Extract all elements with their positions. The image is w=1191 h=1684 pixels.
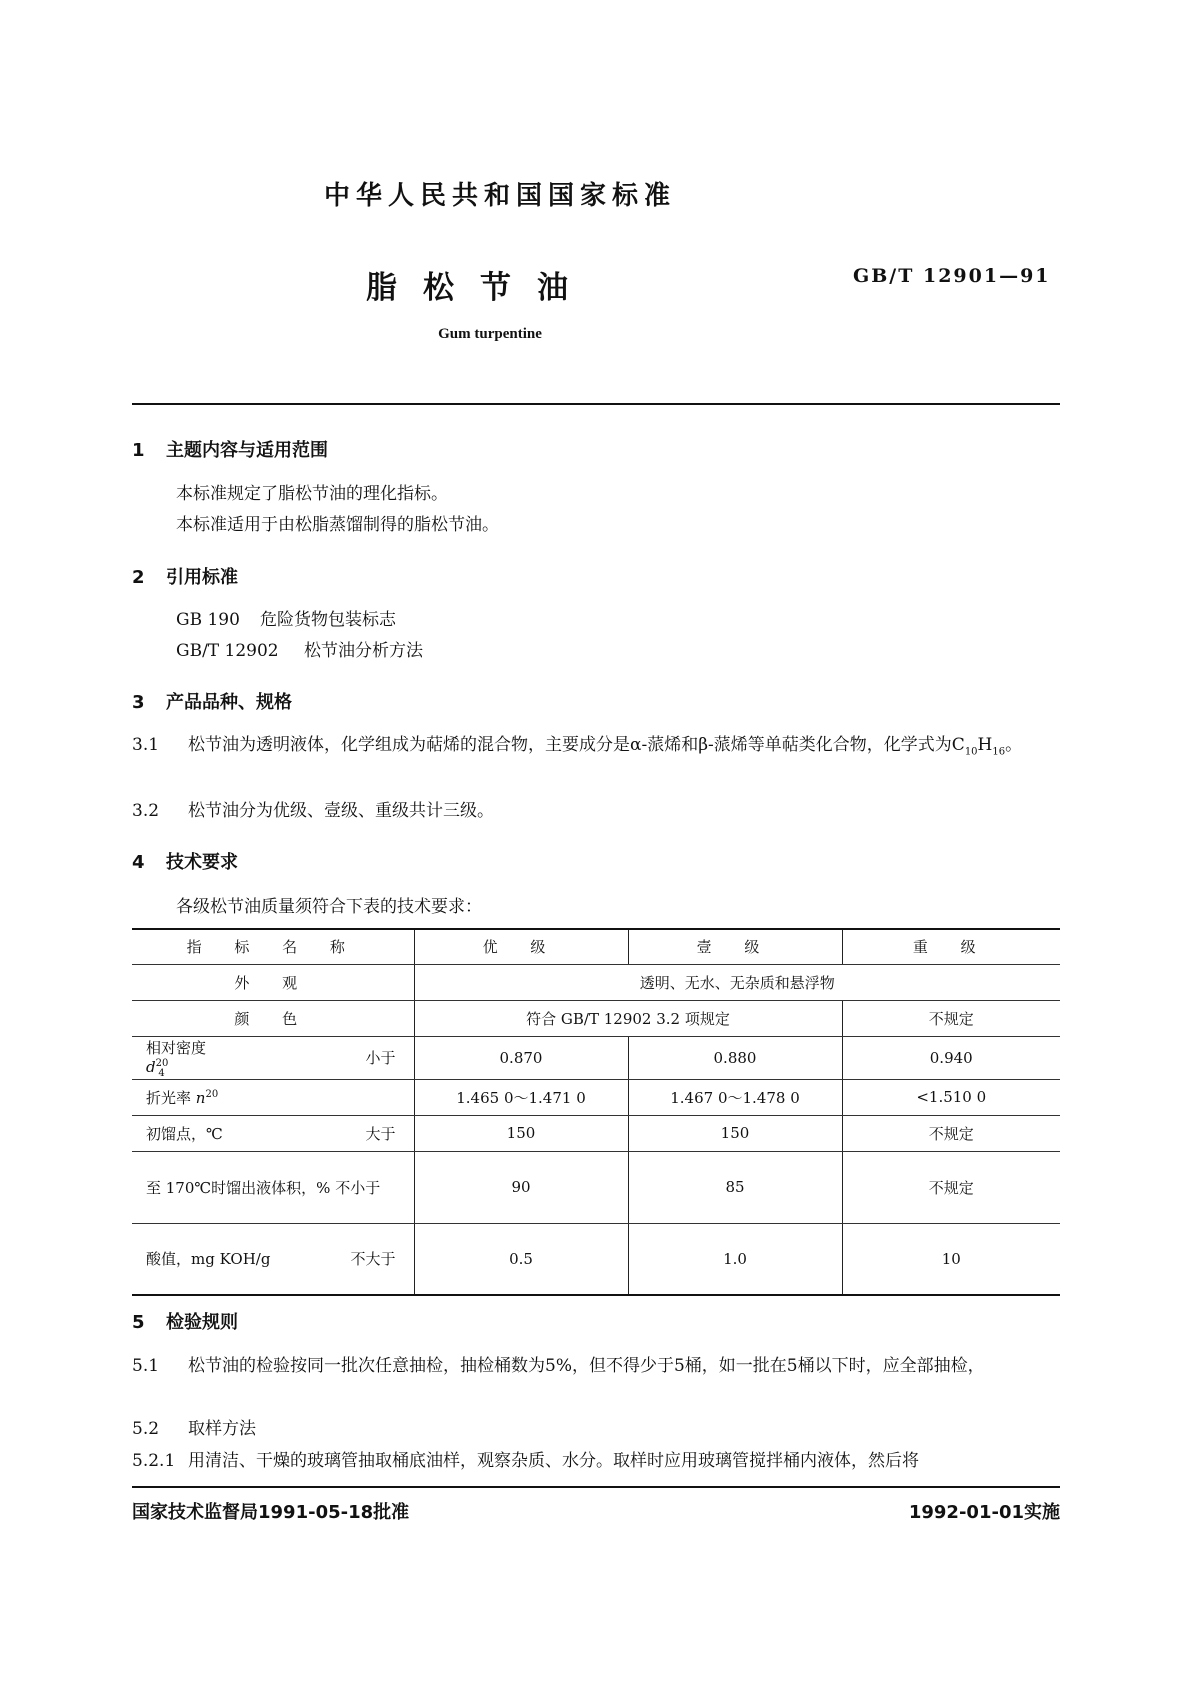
reference-code: GB/T 12902 [176,641,279,661]
section-1-heading [132,436,328,462]
formula-end: 。 [1005,735,1023,755]
cell-value: 不规定 [842,1000,1060,1036]
clause-5-2-1 [132,1446,1060,1477]
footer-divider [132,1486,1060,1488]
table-row [132,1036,1060,1079]
cell-value: 1.465 0～1.471 0 [414,1079,628,1115]
formula-h: H [977,735,993,755]
section-title: 主题内容与适用范围 [166,440,328,461]
condition-text: 不大于 [350,1250,396,1269]
cell-value: 0.880 [628,1036,842,1079]
clause-text: 松节油的检验按同一批次任意抽检，抽检桶数为5%，但不得少于5桶，如一批在5桶以下时，应全部抽检， [188,1356,985,1376]
header-cell: 壹 级 [628,929,842,964]
section-3-heading [132,688,292,714]
cell-value: 不规定 [842,1115,1060,1151]
section-1-paragraph-1: 本标准规定了脂松节油的理化指标。 [176,484,448,504]
section-number: 2 [132,567,145,588]
condition-text: 小于 [365,1049,396,1067]
clause-number: 5.2.1 [132,1451,176,1471]
clause-text: 松节油分为优级、壹级、重级共计三级。 [188,801,494,821]
condition-text: 不小于 [335,1178,381,1197]
item-label: 外 观 [132,964,414,1000]
formula-c-sub: 10 [964,746,978,758]
cell-value: <1.510 0 [842,1079,1060,1115]
item-label: 相对密度 $d^{20}_4$ 小于 [132,1036,414,1079]
reference-name: 危险货物包装标志 [260,610,396,630]
specification-table [132,928,1060,1296]
cell-value: 0.940 [842,1036,1060,1079]
effective-date-text: 1992-01-01实施 [908,1502,1060,1523]
cell-value: 0.870 [414,1036,628,1079]
item-label: 颜 色 [132,1000,414,1036]
cell-value: 90 [414,1151,628,1223]
item-label: 至 170℃时馏出液体积，% 不小于 [132,1151,414,1223]
english-title: Gum turpentine [438,326,542,342]
section-1-paragraph-2: 本标准适用于由松脂蒸馏制得的脂松节油。 [176,515,499,535]
cell-value: 符合 GB/T 12902 3.2 项规定 [414,1000,842,1036]
cell-value: 透明、无水、无杂质和悬浮物 [414,964,1060,1000]
section-number: 1 [132,440,145,461]
cell-value: 150 [414,1115,628,1151]
item-label: 初馏点，℃ 大于 [132,1115,414,1151]
reference-item [176,636,423,667]
reference-name: 松节油分析方法 [304,641,423,661]
clause-text: 取样方法 [188,1419,256,1439]
table-row [132,1151,1060,1223]
cell-value: 1.0 [628,1223,842,1295]
table-intro: 各级松节油质量须符合下表的技术要求： [176,897,482,917]
header-cell: 指 标 名 称 [132,929,414,964]
formula-c: C [951,735,965,755]
table-row [132,964,1060,1000]
item-label: 酸值，mg KOH/g 不大于 [132,1223,414,1295]
cell-value: 1.467 0～1.478 0 [628,1079,842,1115]
reference-code: GB 190 [176,610,240,630]
clause-5-1 [132,1351,1060,1382]
section-title: 技术要求 [166,852,238,873]
clause-3-1 [132,730,1060,767]
table-header-row [132,929,1060,964]
cell-value: 150 [628,1115,842,1151]
clause-3-2 [132,796,1060,827]
section-2-heading [132,563,238,589]
clause-text: 用清洁、干燥的玻璃管抽取桶底油样，观察杂质、水分。取样时应用玻璃管搅拌桶内液体，然后将 [188,1451,919,1471]
header-cell: 优 级 [414,929,628,964]
section-title: 引用标准 [166,567,238,588]
clause-number: 5.2 [132,1419,160,1439]
cell-value: 10 [842,1223,1060,1295]
clause-5-2 [132,1414,1060,1445]
formula-h-sub: 16 [992,746,1006,758]
reference-item [176,605,396,636]
cell-value: 不规定 [842,1151,1060,1223]
approval-text: 国家技术监督局1991-05-18批准 [132,1502,410,1523]
clause-number: 5.1 [132,1356,160,1376]
section-number: 4 [132,852,145,873]
section-4-heading [132,848,238,874]
cell-value: 0.5 [414,1223,628,1295]
table-row [132,1079,1060,1115]
section-number: 3 [132,692,145,713]
cell-value: 85 [628,1151,842,1223]
document-title: 脂松节油 [366,270,594,306]
section-number: 5 [132,1312,145,1333]
item-label: 折光率 $n^{20}$ [132,1079,414,1115]
section-title: 检验规则 [166,1312,238,1333]
clause-number: 3.1 [132,735,160,755]
condition-text: 大于 [365,1124,396,1143]
standard-code: GB/T 12901—91 [853,265,1051,287]
clause-text: 松节油为透明液体，化学组成为萜烯的混合物，主要成分是α-蒎烯和β-蒎烯等单萜类化合物，化学式为 [188,735,952,755]
clause-number: 3.2 [132,801,160,821]
section-title: 产品品种、规格 [166,692,292,713]
table-row [132,1000,1060,1036]
header-divider [132,403,1060,405]
table-row [132,1115,1060,1151]
header-cell: 重 级 [842,929,1060,964]
national-standard-title: 中华人民共和国国家标准 [323,181,676,211]
table-row [132,1223,1060,1295]
section-5-heading [132,1308,238,1334]
